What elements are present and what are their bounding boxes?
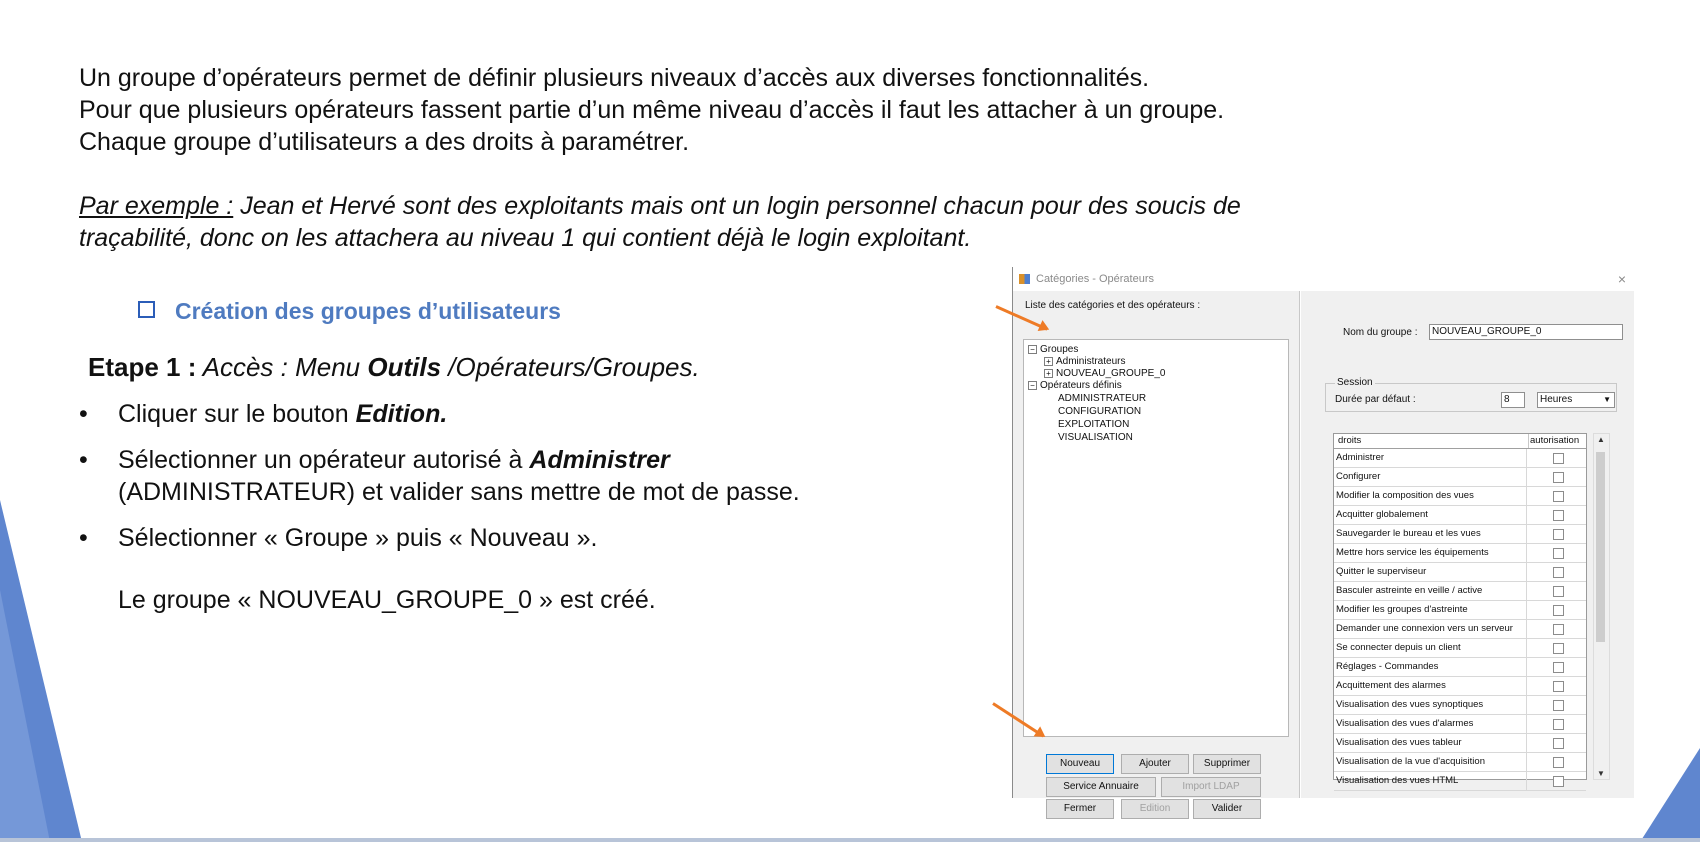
table-row[interactable] [1334,563,1586,582]
autorisation-cell [1527,449,1585,467]
autorisation-checkbox[interactable] [1553,757,1564,768]
example-label: Par exemple : [79,192,234,220]
import-ldap-button[interactable]: Import LDAP [1161,777,1261,797]
session-label: Session [1337,377,1373,388]
autorisation-checkbox[interactable] [1553,624,1564,635]
autorisation-checkbox[interactable] [1553,586,1564,597]
right-name: Quitter le superviseur [1334,563,1527,581]
autorisation-checkbox[interactable] [1553,491,1564,502]
tree-node-op-exploit[interactable]: EXPLOITATION [1058,419,1130,430]
intro-line-2: Pour que plusieurs opérateurs fassent partie d’un même niveau d’accès il faut les attacher à un groupe. [79,96,1225,124]
autorisation-cell [1527,506,1585,524]
step-post: /Opérateurs/Groupes. [441,352,700,382]
table-row[interactable] [1334,544,1586,563]
autorisation-cell [1527,734,1585,752]
example-text [79,190,1579,254]
left-panel [1013,291,1300,814]
tree-node-administrateurs[interactable] [1044,356,1125,367]
autorisation-checkbox[interactable] [1553,738,1564,749]
tree-new-group-label: NOUVEAU_GROUPE_0 [1056,368,1166,379]
autorisation-checkbox[interactable] [1553,605,1564,616]
table-row[interactable] [1334,506,1586,525]
example-text-1: Jean et Hervé sont des exploitants mais ont un login personnel chacun pour des soucis de [233,192,1241,220]
collapse-icon[interactable]: − [1028,381,1037,390]
bullet-dot: • [79,524,88,552]
right-name: Visualisation de la vue d'acquisition [1334,753,1527,771]
table-row[interactable] [1334,753,1586,772]
autorisation-checkbox[interactable] [1553,510,1564,521]
edition-button[interactable]: Edition [1121,799,1189,819]
grid-scrollbar[interactable] [1593,433,1610,780]
duration-unit-value: Heures [1540,394,1573,405]
table-row[interactable] [1334,468,1586,487]
checkbox-bullet-icon [138,301,155,318]
right-name: Visualisation des vues synoptiques [1334,696,1527,714]
table-row[interactable] [1334,487,1586,506]
right-name: Demander une connexion vers un serveur [1334,620,1527,638]
bullet-1-bold: Edition. [355,400,448,428]
right-name: Visualisation des vues HTML [1334,772,1527,790]
right-name: Administrer [1334,449,1527,467]
intro-line-3: Chaque groupe d’utilisateurs a des droits à paramétrer. [79,128,690,156]
step-label: Etape 1 : [88,352,197,382]
expand-icon[interactable]: + [1044,369,1053,378]
autorisation-checkbox[interactable] [1553,681,1564,692]
fermer-button[interactable]: Fermer [1046,799,1114,819]
bullet-3-text: Sélectionner « Groupe » puis « Nouveau ». [118,524,598,552]
bullet-item-3 [79,522,979,554]
table-row[interactable] [1334,639,1586,658]
ajouter-button[interactable]: Ajouter [1121,754,1189,774]
scroll-thumb[interactable] [1596,452,1605,642]
window-titlebar [1013,267,1634,291]
autorisation-checkbox[interactable] [1553,662,1564,673]
autorisation-checkbox[interactable] [1553,776,1564,787]
service-annuaire-button[interactable]: Service Annuaire [1046,777,1156,797]
header-autorisation: autorisation [1530,435,1580,446]
duration-label: Durée par défaut : [1335,394,1416,405]
autorisation-cell [1527,601,1585,619]
table-row[interactable] [1334,715,1586,734]
right-name: Mettre hors service les équipements [1334,544,1527,562]
autorisation-cell [1527,677,1585,695]
table-row[interactable] [1334,658,1586,677]
autorisation-cell [1527,696,1585,714]
bullet-item-1 [79,398,979,430]
intro-line-1: Un groupe d’opérateurs permet de définir plusieurs niveaux d’accès aux diverses fonctionnalités. [79,64,1150,92]
autorisation-checkbox[interactable] [1553,700,1564,711]
autorisation-cell [1527,753,1585,771]
scroll-down-icon[interactable]: ▼ [1597,769,1605,778]
rights-grid [1333,433,1587,786]
grid-rows [1334,449,1586,791]
autorisation-cell [1527,658,1585,676]
example-text-2: traçabilité, donc on les attachera au niveau 1 qui contient déjà le login exploitant. [79,224,972,252]
autorisation-checkbox[interactable] [1553,548,1564,559]
table-row[interactable] [1334,677,1586,696]
right-name: Modifier les groupes d'astreinte [1334,601,1527,619]
tree-groups-label: Groupes [1040,344,1079,355]
autorisation-cell [1527,582,1585,600]
right-name: Visualisation des vues d'alarmes [1334,715,1527,733]
close-icon[interactable]: × [1617,271,1626,287]
table-row[interactable] [1334,582,1586,601]
autorisation-checkbox[interactable] [1553,567,1564,578]
table-row[interactable] [1334,601,1586,620]
autorisation-checkbox[interactable] [1553,453,1564,464]
right-name: Sauvegarder le bureau et les vues [1334,525,1527,543]
bullet-item-2 [79,444,979,508]
nouveau-button[interactable]: Nouveau [1046,754,1114,774]
step-menu: Outils [367,352,442,382]
table-row[interactable] [1334,620,1586,639]
section-title: Création des groupes d’utilisateurs [175,298,561,324]
valider-button[interactable]: Valider [1193,799,1261,819]
autorisation-cell [1527,544,1585,562]
right-name: Basculer astreinte en veille / active [1334,582,1527,600]
right-name: Modifier la composition des vues [1334,487,1527,505]
autorisation-checkbox[interactable] [1553,529,1564,540]
bullet-2-line-2: (ADMINISTRATEUR) et valider sans mettre de mot de passe. [118,478,800,506]
table-row[interactable] [1334,449,1586,468]
tree-node-new-group[interactable] [1044,368,1165,379]
tree-operators-label: Opérateurs définis [1040,380,1122,391]
autorisation-cell [1527,525,1585,543]
right-panel [1301,291,1634,798]
autorisation-cell [1527,563,1585,581]
autorisation-cell [1527,715,1585,733]
created-text: Le groupe « NOUVEAU_GROUPE_0 » est créé. [118,586,656,614]
autorisation-checkbox[interactable] [1553,472,1564,483]
table-row[interactable] [1334,525,1586,544]
app-icon [1019,274,1030,284]
table-row[interactable] [1334,734,1586,753]
autorisation-checkbox[interactable] [1553,643,1564,654]
step-line [88,352,700,383]
autorisation-cell [1527,468,1585,486]
scroll-up-icon[interactable]: ▲ [1597,435,1605,444]
right-name: Réglages - Commandes [1334,658,1527,676]
right-name: Se connecter depuis un client [1334,639,1527,657]
window-title: Catégories - Opérateurs [1036,273,1154,285]
supprimer-button[interactable]: Supprimer [1193,754,1261,774]
autorisation-checkbox[interactable] [1553,719,1564,730]
tree-node-operators[interactable] [1028,380,1122,391]
tree-node-op-config[interactable]: CONFIGURATION [1058,406,1142,417]
intro-text [79,62,1579,158]
tree-node-groups[interactable] [1028,344,1078,355]
tree-admins-label: Administrateurs [1056,356,1126,367]
bullet-list [79,398,979,568]
grid-header [1334,434,1586,449]
group-name-label: Nom du groupe : [1343,327,1418,338]
slide-bottom-bar [0,838,1700,842]
duration-input[interactable]: 8 [1501,392,1525,408]
bullet-2-bold: Administrer [529,446,670,474]
right-name: Acquittement des alarmes [1334,677,1527,695]
section-heading [138,298,561,325]
bullet-2-text: Sélectionner un opérateur autorisé à [118,446,530,474]
autorisation-cell [1527,772,1585,790]
autorisation-cell [1527,620,1585,638]
group-name-input[interactable]: NOUVEAU_GROUPE_0 [1429,324,1623,340]
chevron-down-icon: ▼ [1603,395,1611,404]
right-name: Acquitter globalement [1334,506,1527,524]
autorisation-cell [1527,487,1585,505]
decor-triangle-right [1640,748,1700,842]
table-row[interactable] [1334,772,1586,791]
right-name: Visualisation des vues tableur [1334,734,1527,752]
tree-node-op-admin[interactable]: ADMINISTRATEUR [1058,393,1147,404]
operators-window [1012,267,1634,814]
tree-node-op-visu[interactable]: VISUALISATION [1058,432,1133,443]
category-tree[interactable] [1023,339,1289,737]
expand-icon[interactable]: + [1044,357,1053,366]
decor-triangle-left-light [0,590,50,842]
bullet-1-text: Cliquer sur le bouton [118,400,356,428]
collapse-icon[interactable]: − [1028,345,1037,354]
header-droits: droits [1334,434,1529,448]
autorisation-cell [1527,639,1585,657]
table-row[interactable] [1334,696,1586,715]
bullet-dot: • [79,446,88,474]
duration-unit-select[interactable] [1537,392,1615,408]
step-pre: Accès : Menu [196,352,368,382]
right-name: Configurer [1334,468,1527,486]
list-label: Liste des catégories et des opérateurs : [1025,300,1201,311]
bullet-dot: • [79,400,88,428]
